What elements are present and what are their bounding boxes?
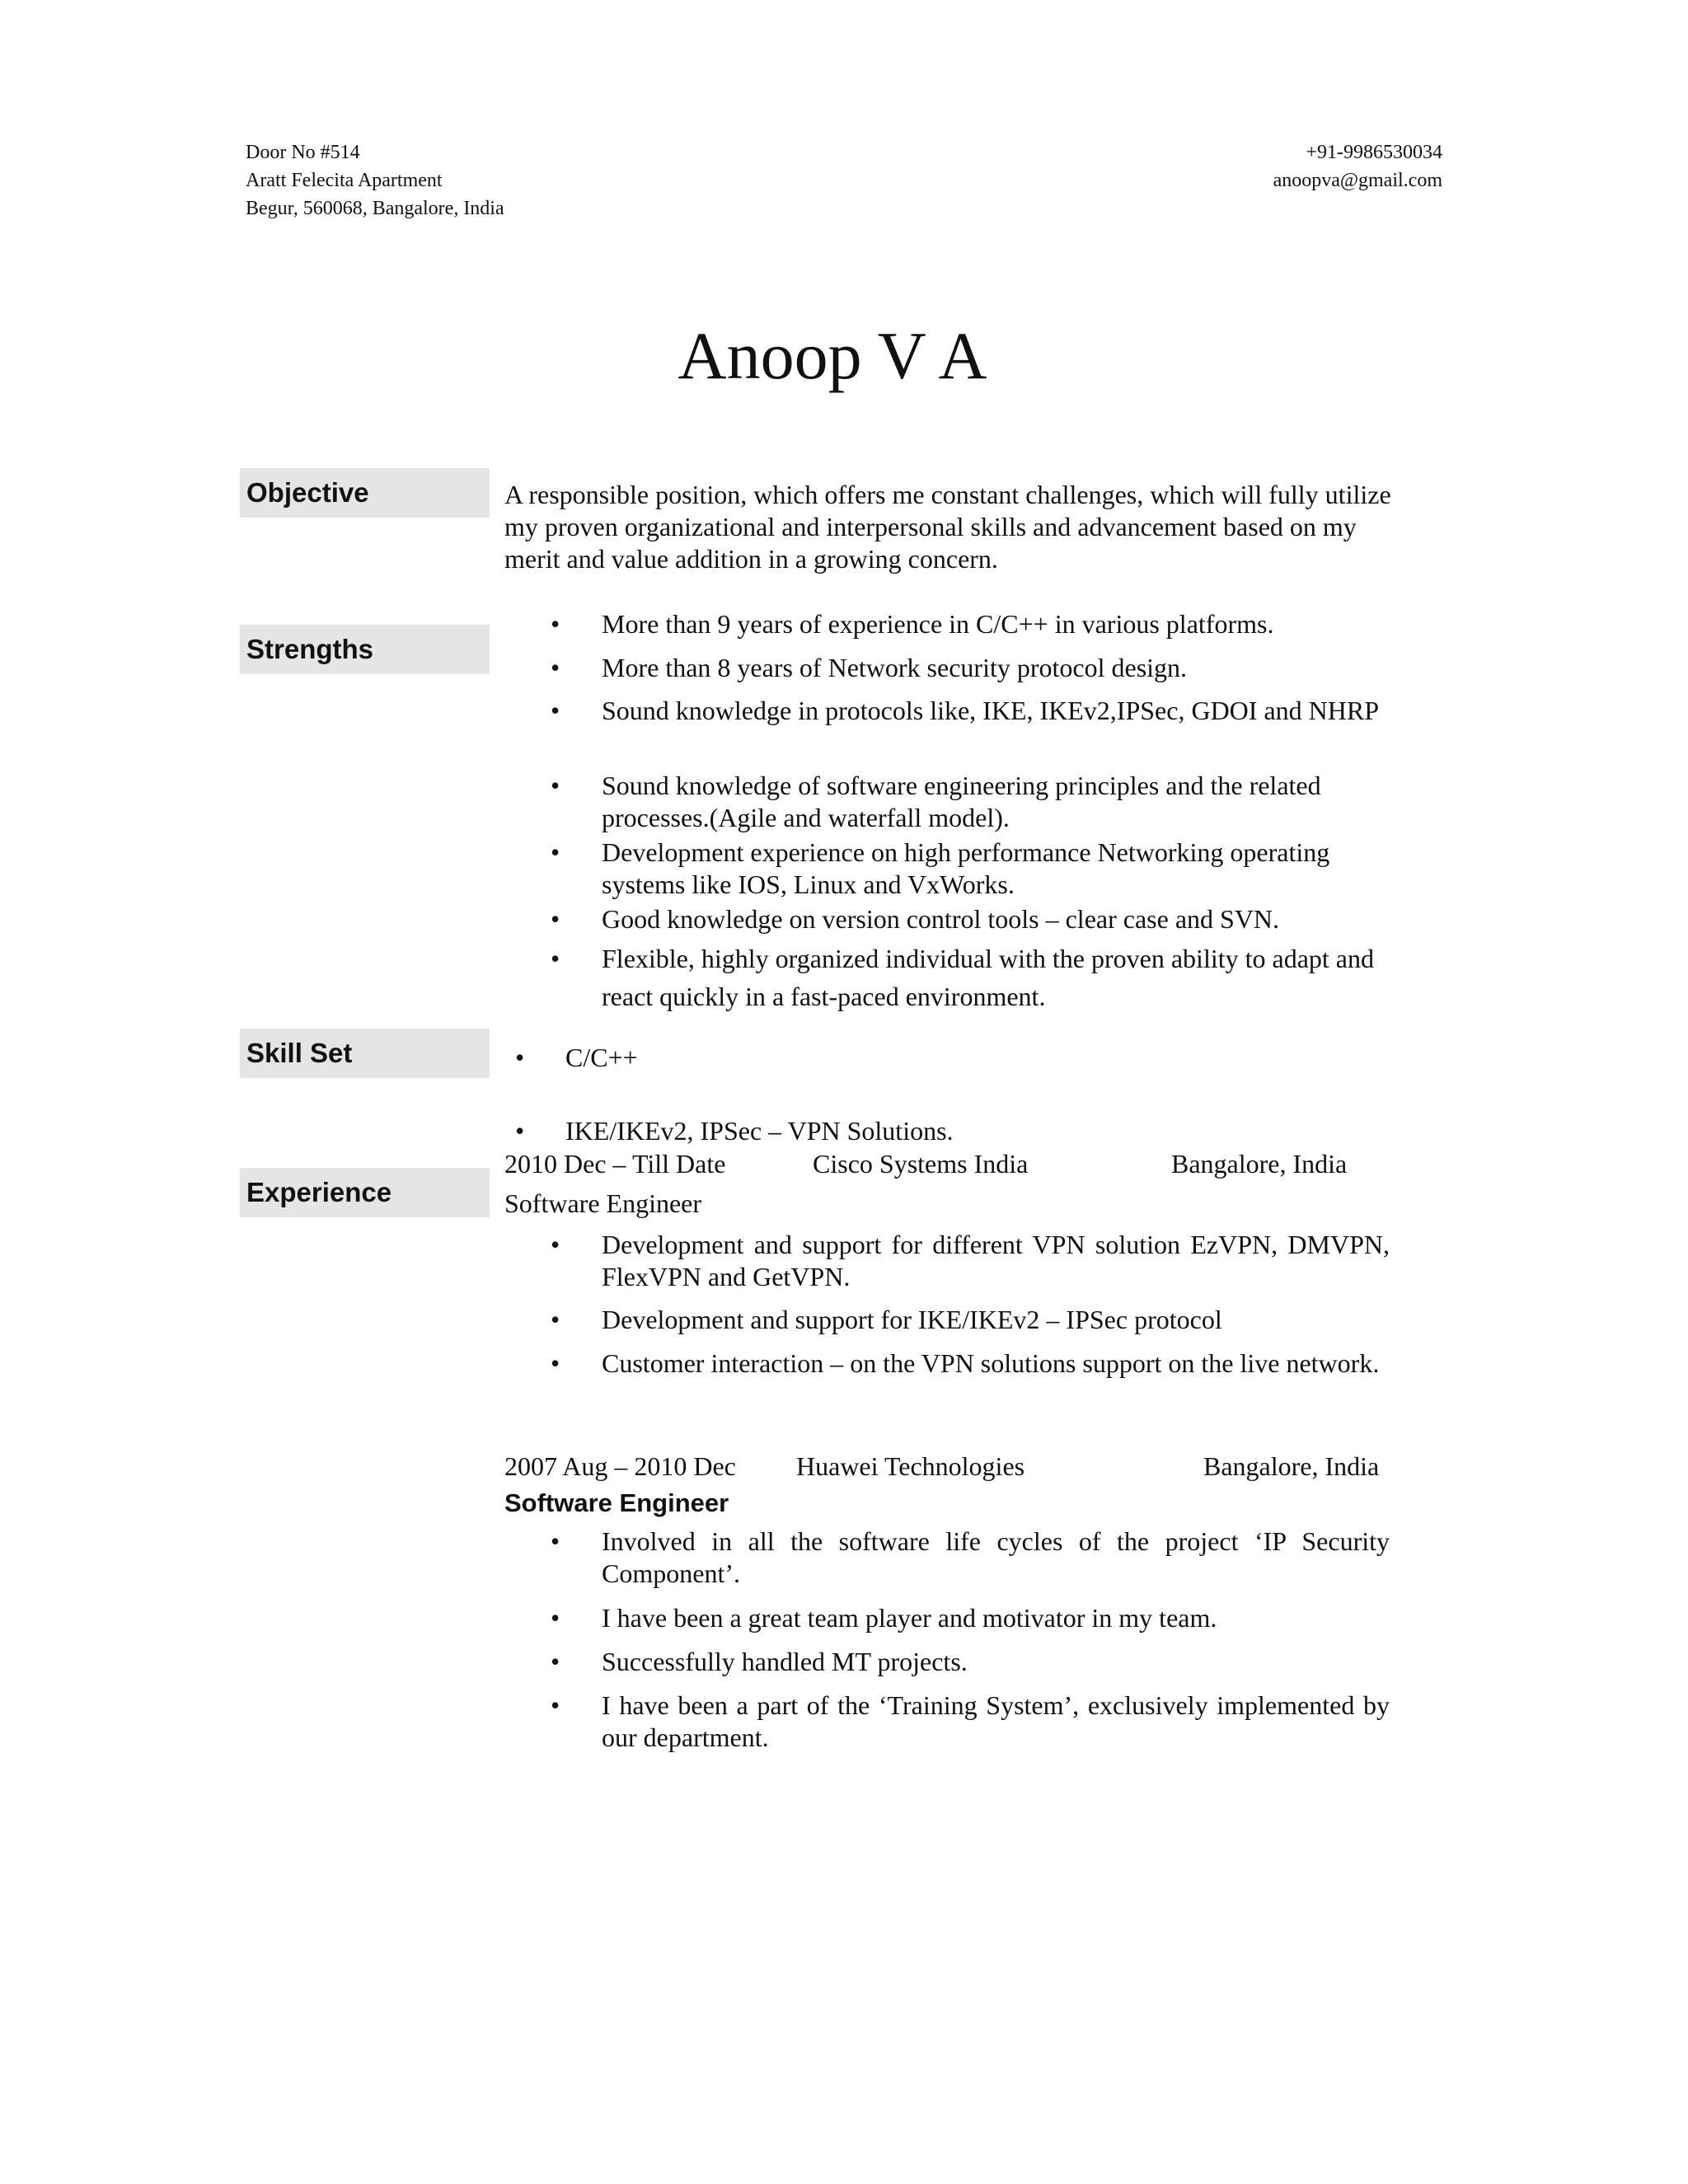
job-1-company: Cisco Systems India <box>813 1149 1029 1179</box>
list-item: • Involved in all the software life cycles of the project ‘IP Security Component’. <box>504 1526 1390 1590</box>
list-item: • Good knowledge on version control tools – clear case and SVN. <box>504 903 1390 935</box>
list-item: • Development and support for different VPN solution EzVPN, DMVPN, FlexVPN and GetVPN. <box>504 1229 1390 1293</box>
job-2-dates: 2007 Aug – 2010 Dec <box>504 1451 736 1481</box>
list-item: • Development experience on high performance Networking operating systems like IOS, Linux and VxWorks. <box>504 837 1390 901</box>
job-1-location: Bangalore, India <box>1171 1149 1348 1179</box>
job-2-location: Bangalore, India <box>1203 1451 1380 1481</box>
list-item: • Customer interaction – on the VPN solutions support on the live network. <box>504 1347 1390 1380</box>
section-label-objective: Objective <box>240 468 490 518</box>
address-line-1: Door No #514 <box>246 142 360 163</box>
list-item: • Flexible, highly organized individual with the proven ability to adapt and react quickly in a fast-paced environment. <box>504 940 1390 1015</box>
list-item: • More than 8 years of Network security protocol design. <box>504 652 1390 684</box>
list-item: • Sound knowledge of software engineering principles and the related processes.(Agile and waterfall model). <box>504 770 1390 834</box>
list-item: • Successfully handled MT projects. <box>504 1646 1390 1678</box>
job-1-dates: 2010 Dec – Till Date <box>504 1149 726 1179</box>
job-2-company: Huawei Technologies <box>796 1451 1025 1481</box>
list-item: • Sound knowledge in protocols like, IKE, IKEv2,IPSec, GDOI and NHRP <box>504 695 1390 727</box>
section-label-strengths: Strengths <box>240 625 490 674</box>
list-item: • C/C++ <box>504 1042 1390 1074</box>
contact-block <box>1273 138 1442 194</box>
address-line-3: Begur, 560068, Bangalore, India <box>246 198 504 219</box>
list-item: • IKE/IKEv2, IPSec – VPN Solutions. <box>504 1115 1390 1147</box>
section-label-skill-set: Skill Set <box>240 1029 490 1078</box>
job-2-title: Software Engineer <box>504 1488 729 1517</box>
address-block <box>246 138 504 223</box>
section-label-experience: Experience <box>240 1168 490 1217</box>
list-item: • I have been a part of the ‘Training System’, exclusively implemented by our department. <box>504 1690 1390 1754</box>
job-1-title: Software Engineer <box>504 1188 702 1218</box>
list-item: • More than 9 years of experience in C/C++ in various platforms. <box>504 608 1390 640</box>
list-item: • I have been a great team player and motivator in my team. <box>504 1602 1390 1634</box>
address-line-2: Aratt Felecita Apartment <box>246 170 443 191</box>
candidate-name: Anoop V A <box>678 318 987 393</box>
list-item: • Development and support for IKE/IKEv2 – IPSec protocol <box>504 1304 1390 1336</box>
objective-text: A responsible position, which offers me constant challenges, which will fully utilize my proven organizational and interpersonal skills and advancement based on my merit and value addition in a growing concern. <box>504 480 1391 574</box>
email-address: anoopva@gmail.com <box>1273 170 1442 191</box>
phone-number: +91-9986530034 <box>1306 142 1442 163</box>
